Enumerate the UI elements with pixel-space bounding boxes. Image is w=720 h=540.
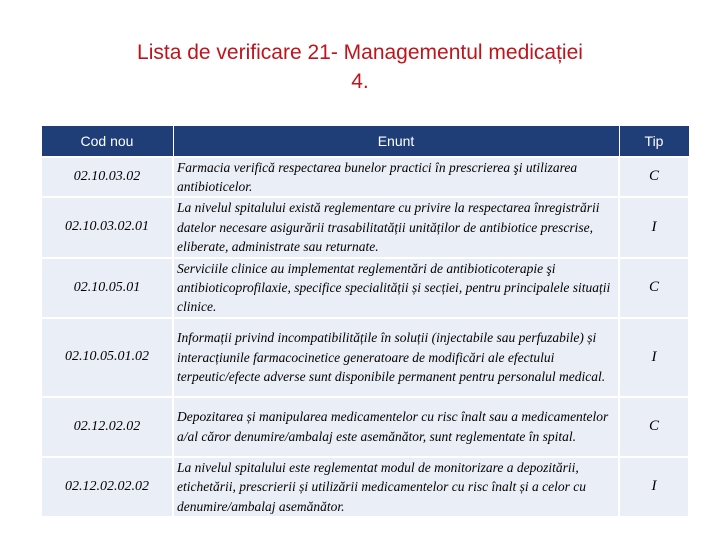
- row-enunt: La nivelul spitalului este reglementat modul de monitorizare a depozitării, etichetării, prescrierii și utilizării medicamentelor cu risc înalt și a celor cu denumire/ambalaj asemănător.: [173, 457, 619, 517]
- row-code: 02.12.02.02.02: [41, 457, 173, 517]
- row-enunt: La nivelul spitalului există reglementare cu privire la respectarea înregistrării datelor necesare asigurării trasabilitatății unităților de antibiotice prescrise, eliberate, administrate sau returnate.: [173, 197, 619, 257]
- table-row: [41, 258, 689, 318]
- row-enunt: Serviciile clinice au implementat reglementări de antibioticoterapie şi antibioticoprofilaxie, specifice specialității și secției, pentru principalele situații clinice.: [173, 258, 619, 318]
- title-line-2: 4.: [351, 70, 369, 93]
- row-code: 02.12.02.02: [41, 397, 173, 457]
- row-tip: C: [619, 157, 689, 198]
- row-code: 02.10.03.02: [41, 157, 173, 198]
- table-row: [41, 197, 689, 257]
- header-cod-nou: Cod nou: [41, 126, 173, 157]
- row-enunt: Informații privind incompatibilitățile în soluții (injectabile sau perfuzabile) și interacțiunile farmacocinetice generatoare de modificări ale efectului terpeutic/efecte adverse sunt disponibile permanent pentru personalul medical.: [173, 318, 619, 397]
- table-header-row: [41, 126, 689, 157]
- row-tip: C: [619, 258, 689, 318]
- row-enunt: Depozitarea și manipularea medicamentelor cu risc înalt sau a medicamentelor a/al căror denumire/ambalaj este asemănător, sunt reglementate în spital.: [173, 397, 619, 457]
- row-code: 02.10.05.01: [41, 258, 173, 318]
- title-line-1: Lista de verificare 21- Managementul medicației: [137, 41, 583, 64]
- table-row: [41, 397, 689, 457]
- row-code: 02.10.03.02.01: [41, 197, 173, 257]
- row-tip: I: [619, 318, 689, 397]
- row-tip: I: [619, 457, 689, 517]
- header-enunt: Enunt: [173, 126, 619, 157]
- row-tip: I: [619, 197, 689, 257]
- checklist-table: [40, 125, 690, 518]
- page-title: [60, 38, 660, 96]
- table-row: [41, 157, 689, 198]
- header-tip: Tip: [619, 126, 689, 157]
- table-row: [41, 318, 689, 397]
- row-tip: C: [619, 397, 689, 457]
- row-code: 02.10.05.01.02: [41, 318, 173, 397]
- row-enunt: Farmacia verifică respectarea bunelor practici în prescrierea şi utilizarea antibioticelor.: [173, 157, 619, 198]
- table-row: [41, 457, 689, 517]
